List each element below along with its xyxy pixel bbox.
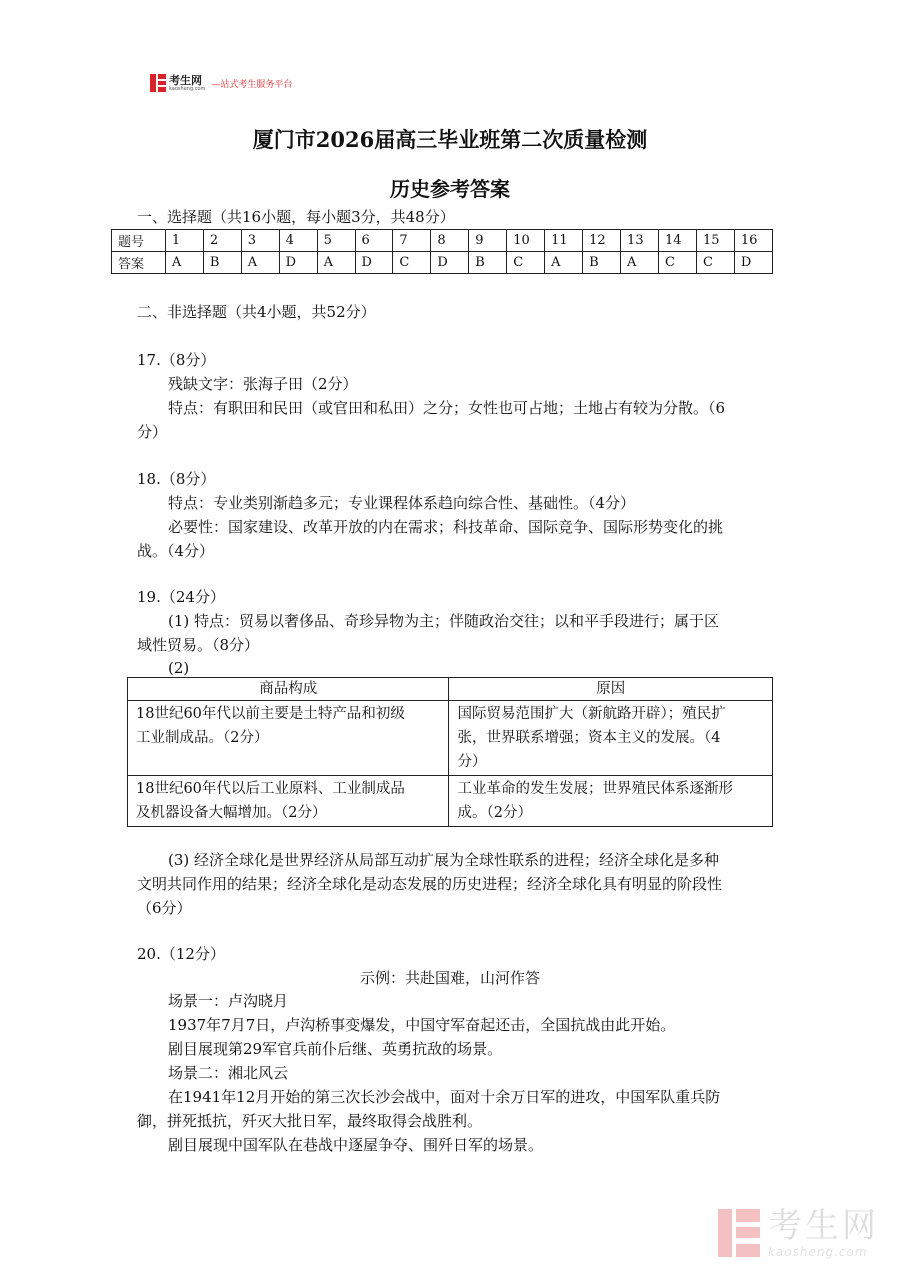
document-subtitle: 历史参考答案 — [390, 177, 510, 201]
cell-line: 及机器设备大幅增加。（2分） — [136, 805, 327, 821]
watermark-name: 考生网 — [768, 1206, 879, 1246]
question-number: 16 — [734, 230, 772, 252]
answer-cell: C — [696, 252, 734, 274]
answer-cell: D — [431, 252, 469, 274]
q18-line: 战。（4分） — [137, 542, 215, 560]
table-row — [112, 252, 773, 274]
section2-heading: 二、非选择题（共4小题，共52分） — [137, 303, 376, 321]
answer-cell: B — [469, 252, 507, 274]
question-number: 5 — [317, 230, 355, 252]
watermark-domain: kaosheng.com — [768, 1245, 868, 1259]
answer-cell: C — [659, 252, 697, 274]
q20-line: 剧目展现第29军官兵前仆后继、英勇抗敌的场景。 — [168, 1040, 503, 1058]
document-title: 厦门市2026届高三毕业班第二次质量检测 — [252, 127, 648, 152]
question-number: 8 — [431, 230, 469, 252]
logo-domain: kaosheng.com — [169, 85, 206, 92]
answer-table — [111, 229, 773, 274]
question-number: 4 — [279, 230, 317, 252]
q20-line: 在1941年12月开始的第三次长沙会战中，面对十余万日军的进攻，中国军队重兵防 — [168, 1088, 721, 1106]
answer-cell: C — [393, 252, 431, 274]
section1-heading: 一、选择题（共16小题，每小题3分，共48分） — [137, 208, 455, 226]
row-label: 答案 — [112, 252, 166, 274]
q19-line: (3) 经济全球化是世界经济从局部互动扩展为全球性联系的进程；经济全球化是多种 — [168, 851, 720, 869]
answer-cell: A — [241, 252, 279, 274]
header-logo — [150, 73, 292, 93]
answer-cell: A — [621, 252, 659, 274]
question-number: 10 — [507, 230, 545, 252]
answer-cell: A — [317, 252, 355, 274]
table-cell — [449, 776, 773, 827]
row-label: 题号 — [112, 230, 166, 252]
question-number: 2 — [203, 230, 241, 252]
answer-cell: A — [545, 252, 583, 274]
logo-name: 考生网 — [169, 73, 202, 87]
question-number: 9 — [469, 230, 507, 252]
watermark — [718, 1207, 879, 1259]
q20-line: 场景二：湘北风云 — [168, 1064, 289, 1082]
answer-cell: C — [507, 252, 545, 274]
q18-heading: 18.（8分） — [137, 470, 216, 488]
question-number: 12 — [583, 230, 621, 252]
cell-line: 18世纪60年代以前主要是土特产品和初级 — [136, 706, 405, 722]
q19-line: （6分） — [137, 899, 192, 917]
logo-icon — [150, 74, 166, 92]
q20-line: 剧目展现中国军队在巷战中逐屋争夺、围歼日军的场景。 — [168, 1136, 544, 1154]
answer-cell: D — [734, 252, 772, 274]
table-row — [112, 230, 773, 252]
cell-line: 国际贸易范围扩大（新航路开辟）；殖民扩 — [457, 706, 726, 722]
table-row — [128, 701, 773, 776]
logo-slogan: —站式考生服务平台 — [211, 79, 293, 90]
q17-line: 残缺文字：张海子田（2分） — [168, 375, 358, 393]
cell-line: 张，世界联系增强；资本主义的发展。（4 — [457, 730, 721, 746]
answer-cell: A — [165, 252, 203, 274]
q20-line: 1937年7月7日，卢沟桥事变爆发，中国守军奋起还击，全国抗战由此开始。 — [168, 1016, 676, 1034]
q18-line: 必要性：国家建设、改革开放的内在需求；科技革命、国际竞争、国际形势变化的挑 — [168, 518, 724, 536]
q20-line: 御，拼死抵抗，歼灭大批日军，最终取得会战胜利。 — [137, 1112, 483, 1130]
question-number: 15 — [696, 230, 734, 252]
q19-line: 域性贸易。（8分） — [137, 636, 260, 654]
question-number: 11 — [545, 230, 583, 252]
question-number: 7 — [393, 230, 431, 252]
answer-cell: D — [279, 252, 317, 274]
cell-line: 工业制成品。（2分） — [136, 730, 269, 746]
q19-line: (1) 特点：贸易以奢侈品、奇珍异物为主；伴随政治交往；以和平手段进行；属于区 — [168, 612, 720, 630]
question-number: 1 — [165, 230, 203, 252]
watermark-logo-icon — [718, 1209, 760, 1257]
question-number: 3 — [241, 230, 279, 252]
answer-cell: D — [355, 252, 393, 274]
column-header: 商品构成 — [128, 678, 449, 701]
q20-line: 场景一：卢沟晓月 — [168, 992, 289, 1010]
q17-line: 特点：有职田和民田（或官田和私田）之分；女性也可占地；土地占有较为分散。（6 — [168, 399, 726, 417]
cell-line: 成。（2分） — [457, 805, 532, 821]
table-cell — [449, 701, 773, 776]
question-number: 14 — [659, 230, 697, 252]
table-cell — [128, 701, 449, 776]
q20-heading: 20.（12分） — [137, 945, 225, 963]
column-header: 原因 — [449, 678, 773, 701]
q17-line: 分） — [137, 423, 168, 441]
q19-line: 文明共同作用的结果；经济全球化是动态发展的历史进程；经济全球化具有明显的阶段性 — [137, 875, 723, 893]
q20-example: 示例：共赴国难，山河作答 — [359, 969, 540, 987]
cell-line: 分） — [457, 754, 487, 770]
q19-line: (2) — [168, 659, 190, 677]
q18-line: 特点：专业类别渐趋多元；专业课程体系趋向综合性、基础性。（4分） — [168, 494, 636, 512]
table-row — [128, 678, 773, 701]
answer-cell: B — [583, 252, 621, 274]
question-number: 6 — [355, 230, 393, 252]
cell-line: 工业革命的发生发展；世界殖民体系逐渐形 — [457, 781, 733, 797]
table-cell — [128, 776, 449, 827]
question-number: 13 — [621, 230, 659, 252]
answer-cell: B — [203, 252, 241, 274]
trade-table — [127, 677, 773, 827]
q19-heading: 19.（24分） — [137, 588, 225, 606]
q17-heading: 17.（8分） — [137, 351, 216, 369]
table-row — [128, 776, 773, 827]
cell-line: 18世纪60年代以后工业原料、工业制成品 — [136, 781, 405, 797]
